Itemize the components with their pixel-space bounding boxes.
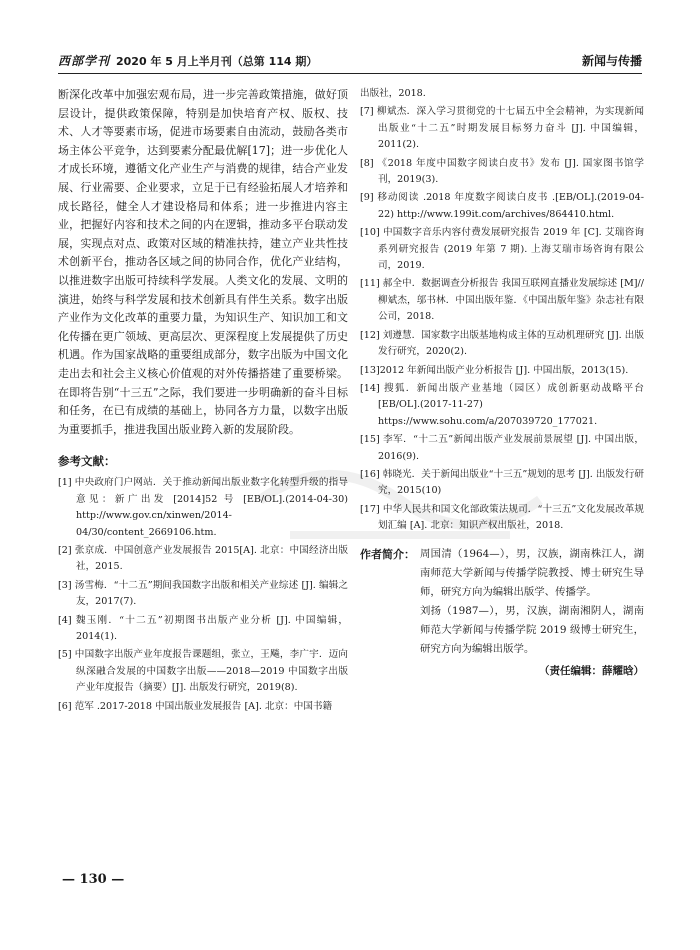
reference-continuation: 出版社，2018. — [360, 88, 426, 99]
reference-item: [12] 刘遵慧．国家数字出版基地构成主体的互动机理研究 [J]. 出版发行研究，2020(2). — [360, 329, 644, 358]
author-bio: 刘扬（1987—），男，汉族，湖南湘阴人，湖南师范大学新闻与传播学院 2019 级博士研究生，研究方向为编辑出版学。 — [420, 604, 644, 655]
reference-item: [11] 郝全中．数据调查分析报告 我国互联网直播业发展综述 [M]// 柳斌杰，邬书林．中国出版年鉴．《中国出版年鉴》杂志社有限公司，2018. — [360, 278, 644, 323]
reference-item: [4] 魏玉刚．“十二五”初期图书出版产业分析 [J]. 中国编辑，2014(1). — [58, 614, 348, 642]
issue-info: 2020 年 5 月上半月刊（总第 114 期） — [116, 55, 318, 68]
right-column — [360, 86, 644, 678]
reference-item: [6] 范军 .2017-2018 中国出版业发展报告 [A]. 北京：中国书籍 — [58, 700, 333, 712]
reference-item: [7] 柳斌杰．深入学习贯彻党的十七届五中全会精神，为实现新闻出版业“十二五”时期发展目标努力奋斗 [J]. 中国编辑，2011(2). — [360, 106, 644, 151]
reference-item: [5] 中国数字出版产业年度报告课题组，张立，王飚，李广宇．迈向纵深融合发展的中国数字出版——2018—2019 中国数字出版产业年度报告（摘要）[J]. 出版发行研究，2019(8). — [58, 649, 348, 694]
reference-item: [10] 中国数字音乐内容付费发展研究报告 2019 年 [C]. 艾瑞咨询系列研究报告 (2019 年第 7 期). 上海艾瑞市场咨询有限公司，2019. — [360, 227, 644, 272]
reference-item: [13]2012 年新闻出版产业分析报告 [J]. 中国出版，2013(15). — [360, 364, 629, 376]
reference-item: [16] 韩晓光．关于新闻出版业“十三五”规划的思考 [J]. 出版发行研究，2015(10) — [360, 468, 644, 497]
reference-item: [1] 中央政府门户网站．关于推动新闻出版业数字化转型升级的指导意见：新广出发 [2014]52 号 [EB/OL].(2014-04-30) http://www.gov.cn/xinwen/2014-04/30/content_2669106.htm. — [58, 477, 348, 538]
reference-item: [15] 李军．“十二五”新闻出版产业发展前景展望 [J]. 中国出版，2016(9). — [360, 434, 644, 462]
reference-item: [2] 张京成．中国创意产业发展报告 2015[A]. 北京：中国经济出版社，2015. — [58, 544, 348, 573]
author-bio: 周国清（1964—），男，汉族，湖南株江人，湖南师范大学新闻与传播学院教授、博士研究生导师，研究方向为编辑出版学、传播学。 — [420, 547, 644, 598]
author-bio-text — [420, 545, 644, 659]
author-bio-block — [360, 545, 644, 659]
page-header — [58, 50, 642, 72]
reference-item: [3] 汤雪梅．“十二五”期间我国数字出版和相关产业综述 [J]. 编辑之友，2017(7). — [58, 579, 348, 608]
left-column — [58, 86, 348, 717]
reference-item: [8] 《2018 年度中国数字阅读白皮书》发布 [J]. 国家图书馆学刊，2019(3). — [360, 157, 644, 186]
body-paragraph: 断深化改革中加强宏观布局，进一步完善政策措施，做好顶层设计，提供政策保障，特别是加快培育产权、版权、技术、人才等要素市场，促进市场要素自由流动，鼓励各类市场主体公平竞争，达到要素分配最优解[17]；进一步优化人才成长环境，遵循文化产业生产与消费的规律，结合产业发展、行业需要、企业要求，立足于已有经验拓展人才培养和成长路径，健全人才建设格局和体系；进一步推进内容主业，把握好内容和技术之间的内在逻辑，推动多平台联动发展，实现点对点、政策对区域的精准扶持，建立产业共性技术创新平台，推动各区域之间的协同合作，优化产业结构，以推进数字出版可持续科学发展。人类文化的发展、文明的演进，始终与科学发展和技术创新具有伴生关系。数字出版产业作为文化改革的重要力量，为知识生产、知识加工和文化传播在更广领域、更高层次、更深程度上发展提供了历史机遇。作为国家战略的重要组成部分，数字出版为中国文化走出去和社会主义核心价值观的对外传播搭建了重要桥梁。在即将告别“十三五”之际，我们要进一步明确新的奋斗目标和任务，在已有成绩的基础上，协同各方力量，以数字出版为重要抓手，推进我国出版业跨入新的发展阶段。 — [58, 88, 348, 436]
section-name: 新闻与传播 — [581, 54, 642, 68]
journal-logo: 西部学刊 — [58, 54, 111, 68]
responsible-editor: （责任编辑：薛耀晗） — [539, 664, 644, 677]
references-heading: 参考文献： — [58, 454, 116, 469]
reference-item: [9] 移动阅读 .2018 年度数字阅读白皮书 .[EB/OL].(2019-04-22) http://www.199it.com/archives/864410.html. — [360, 192, 644, 220]
header-rule — [58, 73, 642, 74]
reference-item: [17] 中华人民共和国文化部政策法规司．“十三五”文化发展改革规划汇编 [A]. 北京：知识产权出版社，2018. — [360, 503, 644, 532]
author-label: 作者简介： — [360, 547, 415, 561]
reference-item: [14] 搜狐．新闻出版产业基地（园区）成创新驱动战略平台 [EB/OL].(2017-11-27) https://www.sohu.com/a/207039720_177021. — [360, 382, 644, 427]
page-number: — 130 — — [62, 872, 125, 887]
